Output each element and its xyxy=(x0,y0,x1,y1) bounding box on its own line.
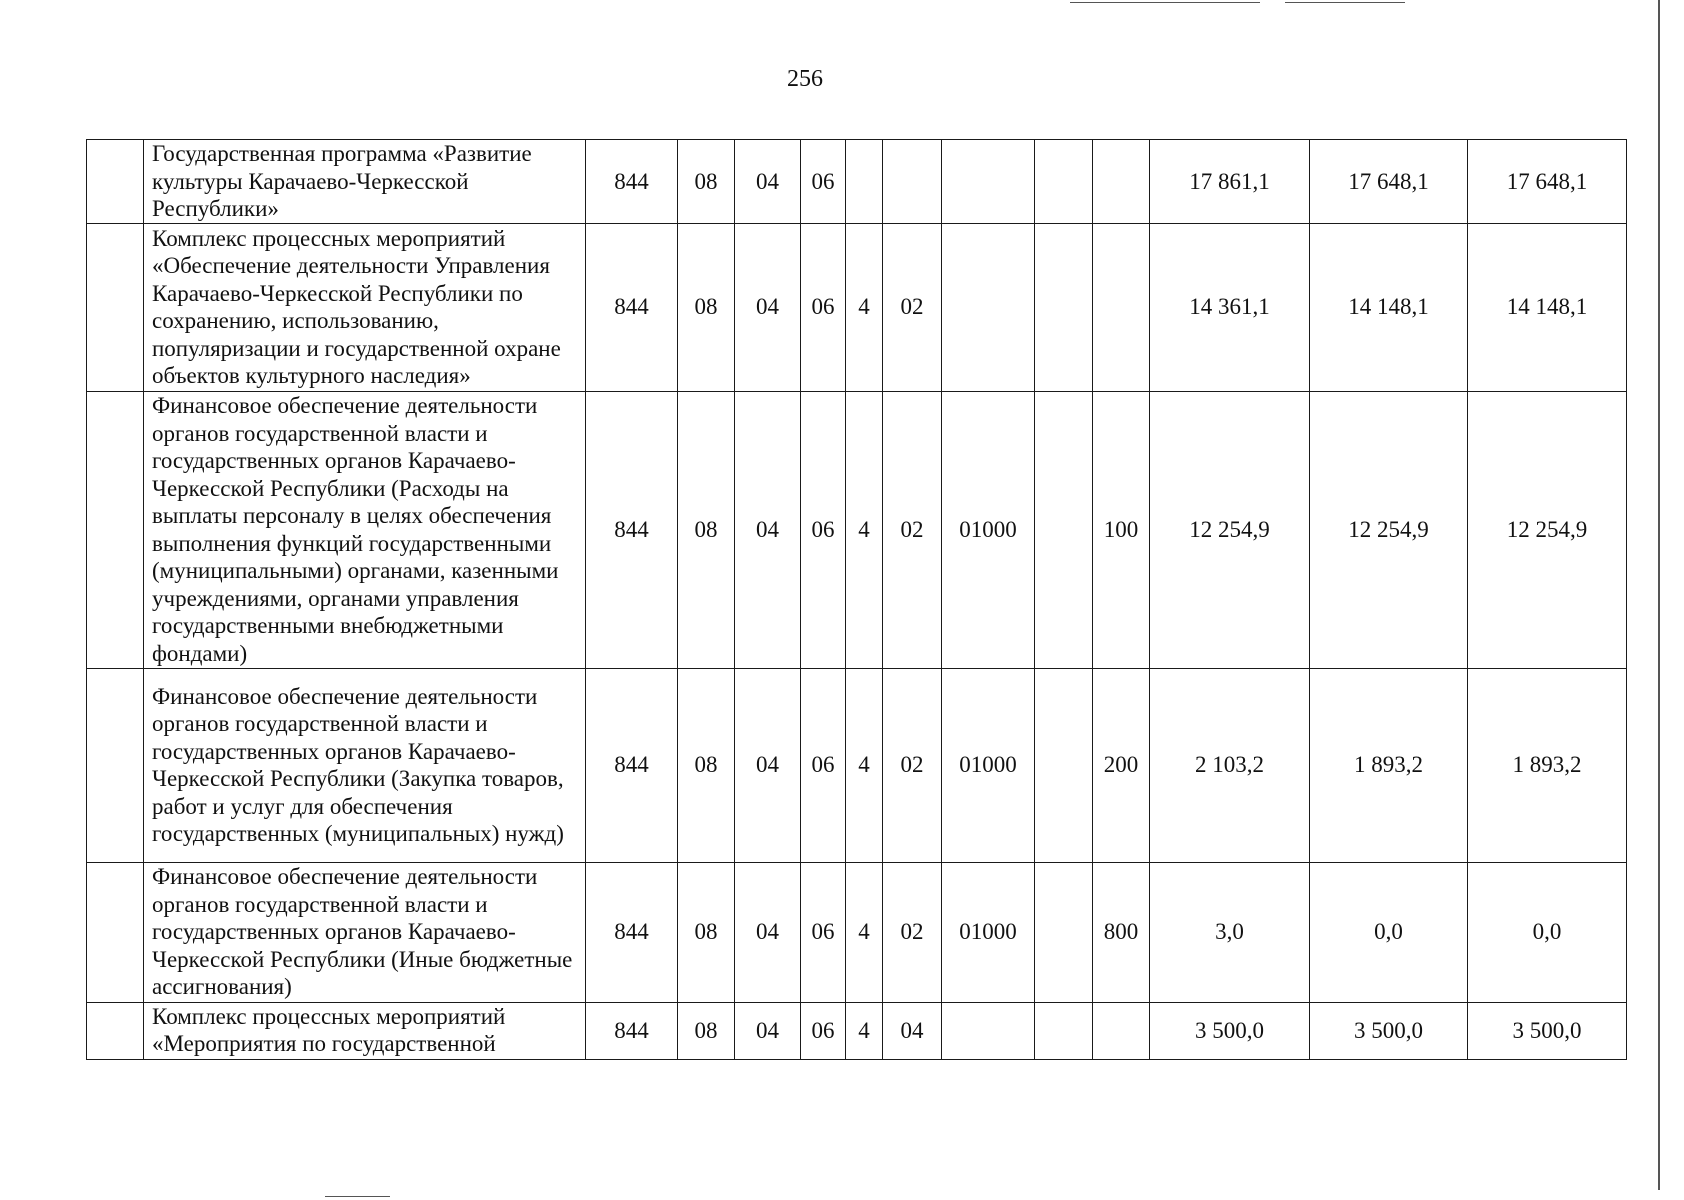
code-cell xyxy=(883,140,942,224)
amount-cell: 17 648,1 xyxy=(1468,140,1627,224)
code-cell: 06 xyxy=(801,391,846,668)
amount-cell: 3,0 xyxy=(1150,862,1310,1002)
code-cell: 04 xyxy=(735,862,801,1002)
item-name-cell: Финансовое обеспечение деятельности органов государственной власти и государственных органов Карачаево-Черкесской Республики (Иные бюджетные ассигнования) xyxy=(144,862,586,1002)
item-name-cell: Финансовое обеспечение деятельности органов государственной власти и государственных органов Карачаево-Черкесской Республики (Закупка товаров, работ и услуг для обеспечения государственных (муниципальных) нужд) xyxy=(144,668,586,862)
code-cell: 4 xyxy=(846,391,883,668)
item-name-cell: Финансовое обеспечение деятельности органов государственной власти и государственных органов Карачаево-Черкесской Республики (Расходы на выплаты персоналу в целях обеспечения выполнения функций государственными (муниципальными) органами, казенными учреждениями, органами управления государственными внебюджетными фондами) xyxy=(144,391,586,668)
amount-cell: 12 254,9 xyxy=(1310,391,1468,668)
code-cell: 844 xyxy=(586,140,678,224)
table-row xyxy=(87,140,1627,224)
code-cell: 08 xyxy=(678,668,735,862)
code-cell: 04 xyxy=(735,668,801,862)
amount-cell: 14 148,1 xyxy=(1310,223,1468,391)
code-cell: 4 xyxy=(846,862,883,1002)
code-cell: 08 xyxy=(678,862,735,1002)
code-cell: 04 xyxy=(883,1002,942,1059)
item-name-cell: Комплекс процессных мероприятий «Обеспечение деятельности Управления Карачаево-Черкесской Республики по сохранению, использованию, популяризации и государственной охране объектов культурного наследия» xyxy=(144,223,586,391)
scan-artifact-top xyxy=(1285,2,1405,3)
table-row xyxy=(87,1002,1627,1059)
code-cell: 01000 xyxy=(942,862,1035,1002)
code-cell: 04 xyxy=(735,391,801,668)
code-cell: 01000 xyxy=(942,668,1035,862)
table-row xyxy=(87,391,1627,668)
amount-cell: 14 361,1 xyxy=(1150,223,1310,391)
amount-cell: 12 254,9 xyxy=(1468,391,1627,668)
code-cell: 4 xyxy=(846,668,883,862)
code-cell: 844 xyxy=(586,1002,678,1059)
code-cell xyxy=(1035,391,1093,668)
amount-cell: 14 148,1 xyxy=(1468,223,1627,391)
scan-artifact-bottom xyxy=(325,1196,390,1197)
code-cell: 844 xyxy=(586,668,678,862)
code-cell xyxy=(942,140,1035,224)
code-cell xyxy=(1035,223,1093,391)
code-cell: 08 xyxy=(678,1002,735,1059)
amount-cell: 2 103,2 xyxy=(1150,668,1310,862)
code-cell xyxy=(1093,223,1150,391)
table-row xyxy=(87,223,1627,391)
code-cell: 06 xyxy=(801,140,846,224)
scan-artifact-right xyxy=(1658,0,1660,1190)
amount-cell: 1 893,2 xyxy=(1310,668,1468,862)
code-cell: 08 xyxy=(678,140,735,224)
code-cell: 200 xyxy=(1093,668,1150,862)
code-cell xyxy=(1035,668,1093,862)
code-cell: 06 xyxy=(801,668,846,862)
code-cell: 4 xyxy=(846,223,883,391)
code-cell: 02 xyxy=(883,391,942,668)
row-marker-cell xyxy=(87,140,144,224)
code-cell: 06 xyxy=(801,1002,846,1059)
row-marker-cell xyxy=(87,668,144,862)
scan-artifact-top xyxy=(1070,2,1260,3)
code-cell xyxy=(942,1002,1035,1059)
code-cell: 08 xyxy=(678,391,735,668)
code-cell: 844 xyxy=(586,391,678,668)
amount-cell: 12 254,9 xyxy=(1150,391,1310,668)
code-cell: 04 xyxy=(735,223,801,391)
code-cell: 100 xyxy=(1093,391,1150,668)
code-cell: 800 xyxy=(1093,862,1150,1002)
row-marker-cell xyxy=(87,862,144,1002)
code-cell: 08 xyxy=(678,223,735,391)
amount-cell: 3 500,0 xyxy=(1468,1002,1627,1059)
amount-cell: 3 500,0 xyxy=(1150,1002,1310,1059)
code-cell: 01000 xyxy=(942,391,1035,668)
code-cell: 02 xyxy=(883,668,942,862)
table-row xyxy=(87,668,1627,862)
code-cell xyxy=(1093,1002,1150,1059)
code-cell: 04 xyxy=(735,1002,801,1059)
code-cell: 844 xyxy=(586,862,678,1002)
item-name-cell: Комплекс процессных мероприятий «Мероприятия по государственной xyxy=(144,1002,586,1059)
row-marker-cell xyxy=(87,391,144,668)
amount-cell: 0,0 xyxy=(1310,862,1468,1002)
amount-cell: 1 893,2 xyxy=(1468,668,1627,862)
table-row xyxy=(87,862,1627,1002)
amount-cell: 17 648,1 xyxy=(1310,140,1468,224)
row-marker-cell xyxy=(87,1002,144,1059)
amount-cell: 17 861,1 xyxy=(1150,140,1310,224)
code-cell xyxy=(846,140,883,224)
amount-cell: 3 500,0 xyxy=(1310,1002,1468,1059)
code-cell xyxy=(1035,862,1093,1002)
code-cell: 02 xyxy=(883,862,942,1002)
code-cell xyxy=(1035,140,1093,224)
code-cell xyxy=(942,223,1035,391)
code-cell: 06 xyxy=(801,862,846,1002)
code-cell: 02 xyxy=(883,223,942,391)
item-name-cell: Государственная программа «Развитие культуры Карачаево-Черкесской Республики» xyxy=(144,140,586,224)
code-cell: 04 xyxy=(735,140,801,224)
code-cell xyxy=(1093,140,1150,224)
row-marker-cell xyxy=(87,223,144,391)
budget-table xyxy=(86,139,1627,1060)
page-number: 256 xyxy=(787,66,823,92)
amount-cell: 0,0 xyxy=(1468,862,1627,1002)
code-cell: 06 xyxy=(801,223,846,391)
code-cell: 4 xyxy=(846,1002,883,1059)
code-cell: 844 xyxy=(586,223,678,391)
code-cell xyxy=(1035,1002,1093,1059)
